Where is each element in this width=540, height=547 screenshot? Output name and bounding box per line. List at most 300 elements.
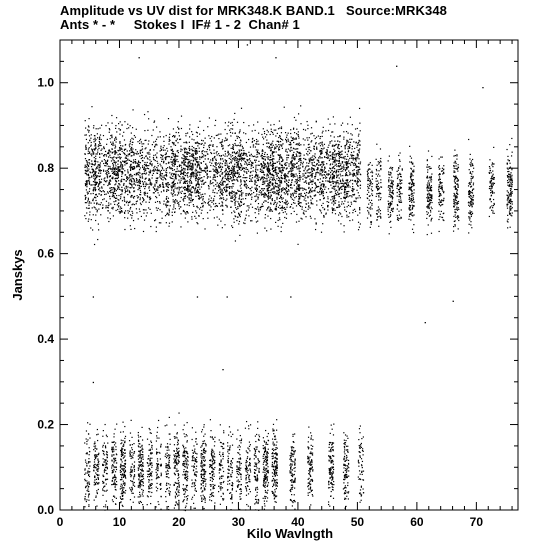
data-point [353,165,354,166]
data-point [88,199,89,200]
data-point [255,162,256,163]
data-point [248,125,249,126]
data-point [120,143,121,144]
data-point [143,182,144,183]
data-point [337,169,338,170]
data-point [278,128,279,129]
data-point [261,191,262,192]
data-point [122,151,123,152]
data-point [308,183,309,184]
data-point [326,154,327,155]
data-point [214,153,215,154]
data-point [172,168,173,169]
data-point [153,187,154,188]
data-point [196,222,197,223]
data-point [272,155,273,156]
data-point [183,200,184,201]
data-point [86,148,87,149]
data-point [199,178,200,179]
data-point [162,184,163,185]
data-point [296,186,297,187]
data-point [165,150,166,151]
data-point [146,178,147,179]
data-point [193,172,194,173]
data-point [186,173,187,174]
data-point [286,188,287,189]
data-point [278,148,279,149]
data-point [99,167,100,168]
data-point [239,221,240,222]
data-point [296,191,297,192]
data-point [201,140,202,141]
data-point [230,154,231,155]
data-point [89,163,90,164]
data-point [288,176,289,177]
data-point [189,205,190,206]
data-point [325,171,326,172]
data-point [251,197,252,198]
data-point [126,187,127,188]
data-point [261,206,262,207]
data-point [95,214,96,215]
data-point [321,175,322,176]
data-point [260,207,261,208]
data-point [105,160,106,161]
data-point [166,191,167,192]
data-point [251,187,252,188]
data-point [108,156,109,157]
data-point [321,150,322,151]
data-point [118,167,119,168]
data-point [346,180,347,181]
data-point [291,175,292,176]
data-point [376,210,377,211]
data-point [255,182,256,183]
data-point [303,210,304,211]
data-point [88,153,89,154]
data-point [336,190,337,191]
data-point [345,156,346,157]
data-point [269,196,270,197]
data-point [248,171,249,172]
data-point [282,161,283,162]
data-point [269,185,270,186]
data-point [196,212,197,213]
data-point [100,204,101,205]
data-point [236,162,237,163]
data-point [181,186,182,187]
data-point [252,142,253,143]
data-point [297,168,298,169]
data-point [226,195,227,196]
data-point [288,140,289,141]
data-point [351,156,352,157]
data-point [356,183,357,184]
data-point [138,153,139,154]
data-point [120,150,121,151]
data-point [129,180,130,181]
data-point [282,223,283,224]
data-point [341,186,342,187]
data-point [316,222,317,223]
data-point [116,181,117,182]
data-point [162,173,163,174]
data-point [240,129,241,130]
data-point [239,149,240,150]
data-point [236,160,237,161]
data-point [290,144,291,145]
data-point [125,192,126,193]
data-point [295,164,296,165]
data-point [233,145,234,146]
data-point [303,162,304,163]
data-point [127,210,128,211]
data-point [331,131,332,132]
data-point [269,210,270,211]
data-point [166,185,167,186]
data-point [312,163,313,164]
data-point [93,139,94,140]
data-point [263,196,264,197]
data-point [122,135,123,136]
data-point [175,161,176,162]
data-point [330,141,331,142]
data-point [163,150,164,151]
data-point [174,159,175,160]
data-point [232,198,233,199]
data-point [321,152,322,153]
data-point [358,192,359,193]
data-point [312,181,313,182]
data-point [347,182,348,183]
data-point [234,143,235,144]
data-point [129,176,130,177]
data-point [349,220,350,221]
data-point [291,140,292,141]
data-point [158,165,159,166]
data-point [212,192,213,193]
data-point [123,152,124,153]
data-point [178,152,179,153]
data-point [115,168,116,169]
data-point [248,215,249,216]
data-point [101,125,102,126]
data-point [358,135,359,136]
data-point [311,191,312,192]
data-point [151,183,152,184]
data-point [257,156,258,157]
data-point [165,204,166,205]
data-point [190,160,191,161]
data-point [214,137,215,138]
data-point [352,174,353,175]
data-point [240,154,241,155]
data-point [117,157,118,158]
data-point [195,157,196,158]
data-point [239,152,240,153]
data-point [252,155,253,156]
data-point [154,120,155,121]
data-point [330,151,331,152]
data-point [135,161,136,162]
data-point [85,158,86,159]
data-point [222,141,223,142]
data-point [119,141,120,142]
data-point [330,168,331,169]
data-point [118,128,119,129]
data-point [308,166,309,167]
data-point [325,214,326,215]
data-point [273,177,274,178]
data-point [183,160,184,161]
x-tick-label: 20 [172,515,186,529]
data-point [345,175,346,176]
data-point [278,194,279,195]
data-point [329,160,330,161]
data-point [224,189,225,190]
data-point [289,150,290,151]
data-point [354,148,355,149]
data-point [270,203,271,204]
data-point [307,125,308,126]
data-point [168,184,169,185]
data-point [175,171,176,172]
data-point [230,128,231,129]
data-point [130,169,131,170]
data-point [369,178,370,179]
data-point [370,202,371,203]
data-point [105,125,106,126]
data-point [163,136,164,137]
data-point [213,165,214,166]
data-point [298,168,299,169]
data-point [180,213,181,214]
data-point [156,226,157,227]
data-point [344,192,345,193]
data-point [98,148,99,149]
data-point [333,201,334,202]
data-point [223,188,224,189]
data-point [236,145,237,146]
data-point [263,194,264,195]
data-point [196,148,197,149]
data-point [354,169,355,170]
data-point [278,168,279,169]
data-point [126,158,127,159]
data-point [130,197,131,198]
data-point [225,159,226,160]
data-point [278,187,279,188]
data-point [306,203,307,204]
data-point [250,171,251,172]
data-point [292,173,293,174]
data-point [243,122,244,123]
data-point [264,228,265,229]
data-point [318,162,319,163]
data-point [352,162,353,163]
data-point [264,167,265,168]
data-point [262,180,263,181]
data-point [160,164,161,165]
data-point [222,214,223,215]
data-point [343,157,344,158]
data-point [280,171,281,172]
data-point [357,143,358,144]
data-point [168,187,169,188]
data-point [110,157,111,158]
data-point [285,209,286,210]
data-point [107,176,108,177]
data-point [174,200,175,201]
data-point [185,172,186,173]
data-point [115,210,116,211]
data-point [214,179,215,180]
data-point [272,179,273,180]
data-point [220,163,221,164]
data-point [131,152,132,153]
data-point [341,146,342,147]
data-point [132,142,133,143]
data-point [278,173,279,174]
data-point [218,163,219,164]
data-point [113,207,114,208]
data-point [180,187,181,188]
data-point [113,172,114,173]
data-point [205,172,206,173]
data-point [185,213,186,214]
data-point [166,152,167,153]
data-point [148,174,149,175]
data-point [112,178,113,179]
data-point [253,192,254,193]
data-point [169,168,170,169]
data-point [345,189,346,190]
data-point [101,153,102,154]
data-point [112,145,113,146]
data-point [124,188,125,189]
data-point [339,177,340,178]
data-point [274,179,275,180]
data-point [358,229,359,230]
data-point [181,116,182,117]
data-point [185,148,186,149]
data-point [226,174,227,175]
data-point [112,158,113,159]
data-point [330,172,331,173]
data-point [127,150,128,151]
data-point [240,191,241,192]
data-point [331,181,332,182]
data-point [328,170,329,171]
data-point [237,138,238,139]
data-point [329,180,330,181]
data-point [237,151,238,152]
data-point [270,209,271,210]
data-point [111,189,112,190]
data-point [184,148,185,149]
data-point [85,145,86,146]
data-point [349,172,350,173]
data-point [124,139,125,140]
data-point [93,181,94,182]
data-point [177,194,178,195]
data-point [112,142,113,143]
data-point [180,149,181,150]
data-point [258,194,259,195]
data-point [195,170,196,171]
data-point [298,159,299,160]
data-point [279,201,280,202]
data-point [243,171,244,172]
data-point [106,155,107,156]
data-point [213,179,214,180]
data-point [243,174,244,175]
data-point [185,165,186,166]
data-point [160,157,161,158]
data-point [378,211,379,212]
data-point [157,192,158,193]
data-point [222,177,223,178]
data-point [329,174,330,175]
data-point [306,137,307,138]
data-point [225,122,226,123]
data-point [275,208,276,209]
data-point [173,135,174,136]
data-point [92,150,93,151]
data-point [319,151,320,152]
data-point [209,147,210,148]
data-point [85,170,86,171]
data-point [310,218,311,219]
data-point [231,177,232,178]
data-point [184,198,185,199]
data-point [367,207,368,208]
data-point [186,149,187,150]
data-point [88,162,89,163]
data-point [235,198,236,199]
data-point [270,172,271,173]
data-point [110,142,111,143]
data-point [93,193,94,194]
data-point [116,190,117,191]
data-point [358,166,359,167]
data-point [312,176,313,177]
data-point [164,145,165,146]
data-point [271,147,272,148]
data-point [232,201,233,202]
data-point [273,134,274,135]
data-point [134,204,135,205]
data-point [202,180,203,181]
data-point [370,180,371,181]
data-point [336,164,337,165]
data-point [258,144,259,145]
data-point [153,167,154,168]
data-point [281,182,282,183]
data-point [297,188,298,189]
data-point [100,165,101,166]
data-point [93,152,94,153]
data-point [207,149,208,150]
data-point [98,229,99,230]
data-point [164,175,165,176]
data-point [161,150,162,151]
data-point [256,175,257,176]
data-point [304,198,305,199]
plot-frame [60,40,518,510]
data-point [272,183,273,184]
data-point [259,191,260,192]
